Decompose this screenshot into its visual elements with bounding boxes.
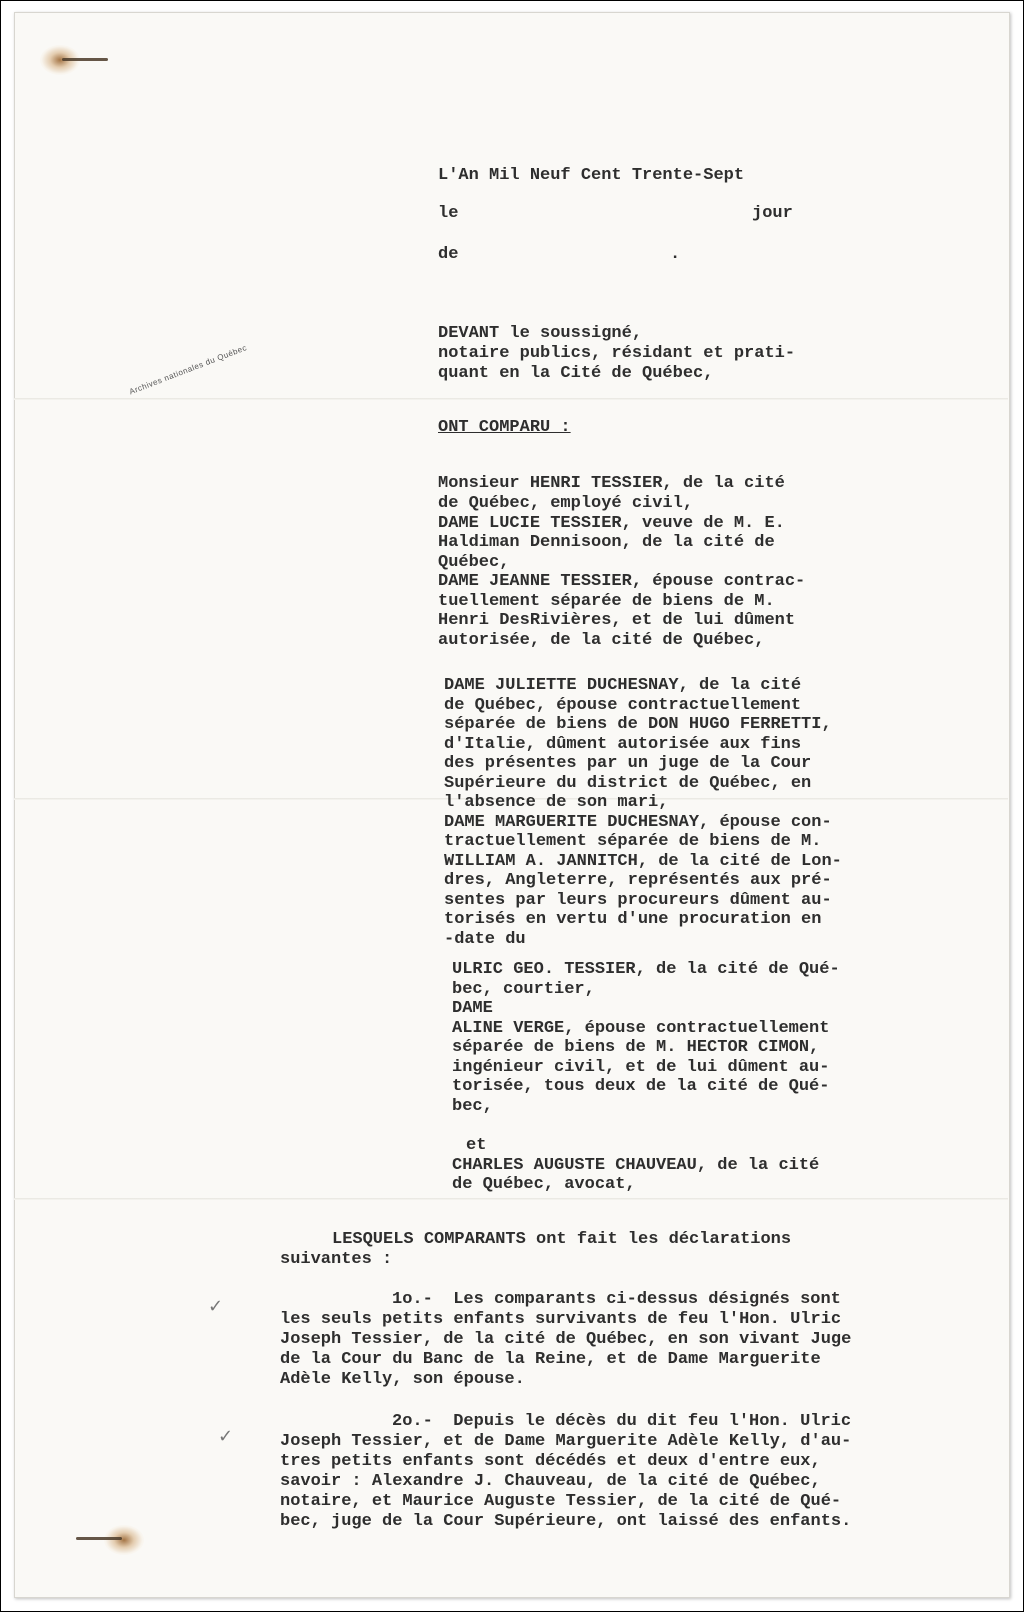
block-line: séparée de biens de M. HECTOR CIMON, [452,1038,820,1057]
block-line: DAME [452,999,493,1018]
block-line: tractuellement séparée de biens de M. [444,832,822,851]
block-line: DAME JEANNE TESSIER, épouse contrac- [438,572,806,591]
block-line: l'absence de son mari, [444,793,669,812]
para-line: de la Cour du Banc de la Reine, et de Dame Marguerite [280,1350,821,1369]
block-line: Haldiman Dennisoon, de la cité de [438,533,775,552]
block-line: d'Italie, dûment autorisée aux fins [444,735,802,754]
day-suffix: jour [752,204,793,223]
block-line: bec, courtier, [452,980,595,999]
para-line: Adèle Kelly, son épouse. [280,1370,525,1389]
block-line: Supérieure du district de Québec, en [444,774,812,793]
para-line: bec, juge de la Cour Supérieure, ont laissé des enfants. [280,1512,852,1531]
block-line: Québec, [438,553,510,572]
para-line: 1o.- Les comparants ci-dessus désignés sont [392,1290,841,1309]
paper-fold-3 [14,1198,1008,1200]
archive-stamp: Archives nationales du Québec [128,343,249,397]
block-line: Monsieur HENRI TESSIER, de la cité [438,474,785,493]
block-line: ULRIC GEO. TESSIER, de la cité de Qué- [452,960,840,979]
block-line: DAME MARGUERITE DUCHESNAY, épouse con- [444,813,832,832]
block-line: ALINE VERGE, épouse contractuellement [452,1019,830,1038]
block-line: -date du [444,930,526,949]
block-line: sentes par leurs procureurs dûment au- [444,891,832,910]
paper-fold-1 [14,398,1008,400]
block-line: séparée de biens de DON HUGO FERRETTI, [444,715,832,734]
block-line: de Québec, avocat, [452,1175,636,1194]
block-line: Henri DesRivières, et de lui dûment [438,611,796,630]
block-line: de Québec, employé civil, [438,494,694,513]
para-line: savoir : Alexandre J. Chauveau, de la cité de Québec, [280,1472,821,1491]
year-line: L'An Mil Neuf Cent Trente-Sept [438,166,745,185]
margin-check-icon: ✓ [208,1296,224,1317]
block-line: torisés en vertu d'une procuration en [444,910,822,929]
para-line: les seuls petits enfants survivants de feu l'Hon. Ulric [280,1310,842,1329]
staple-mark-top [62,58,108,61]
block-line: tuellement séparée de biens de M. [438,592,775,611]
day-prefix: le [438,204,459,223]
block-line: bec, [452,1097,493,1116]
block-line: et [466,1136,487,1155]
block-line: des présentes par un juge de la Cour [444,754,812,773]
month-prefix: de [438,245,459,264]
devant-line-2: notaire publics, résidant et prati- [438,344,796,363]
para-line: Joseph Tessier, de la cité de Québec, en son vivant Juge [280,1330,852,1349]
declarations-intro-line: LESQUELS COMPARANTS ont fait les déclarations [332,1230,792,1249]
block-line: de Québec, épouse contractuellement [444,696,802,715]
staple-mark-bottom [76,1537,122,1540]
declarations-intro-line: suivantes : [280,1250,393,1269]
para-line: tres petits enfants sont décédés et deux d'entre eux, [280,1452,821,1471]
block-line: DAME JULIETTE DUCHESNAY, de la cité [444,676,802,695]
block-line: DAME LUCIE TESSIER, veuve de M. E. [438,514,785,533]
para-line: Joseph Tessier, et de Dame Marguerite Adèle Kelly, d'au- [280,1432,852,1451]
block-line: WILLIAM A. JANNITCH, de la cité de Lon- [444,852,842,871]
month-dot: . [670,245,681,264]
para-line: 2o.- Depuis le décès du dit feu l'Hon. Ulric [392,1412,852,1431]
devant-line-1: DEVANT le soussigné, [438,324,643,343]
ont-comparu-heading: ONT COMPARU : [438,418,571,437]
rust-stain-bottom [104,1525,144,1555]
devant-line-3: quant en la Cité de Québec, [438,364,714,383]
margin-check-icon: ✓ [218,1426,234,1447]
block-line: CHARLES AUGUSTE CHAUVEAU, de la cité [452,1156,820,1175]
block-line: autorisée, de la cité de Québec, [438,631,765,650]
para-line: notaire, et Maurice Auguste Tessier, de la cité de Qué- [280,1492,842,1511]
block-line: ingénieur civil, et de lui dûment au- [452,1058,830,1077]
block-line: dres, Angleterre, représentés aux pré- [444,871,832,890]
block-line: torisée, tous deux de la cité de Qué- [452,1077,830,1096]
